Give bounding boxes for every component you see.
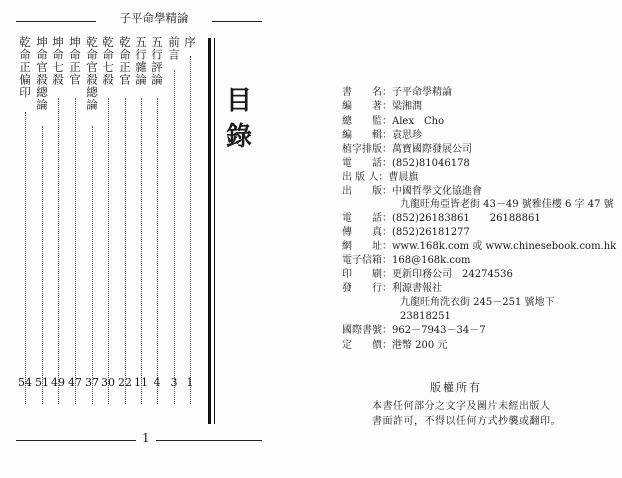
toc-leader-dots <box>75 98 76 404</box>
copyright-continuation: 九龍旺角洗衣街 245－251 號地下 <box>400 297 555 308</box>
toc-entry-title: 序 <box>183 36 197 49</box>
toc-leader-dots <box>108 98 109 404</box>
toc-leader-dots <box>25 112 26 404</box>
toc-page-number: 51 <box>35 376 49 389</box>
toc-entry-title: 前言 <box>167 36 181 61</box>
toc-entry-title: 坤命七殺 <box>51 36 65 86</box>
toc-page-number: 30 <box>101 376 115 389</box>
copyright-value: 梁湘潤 <box>392 101 422 112</box>
toc-entry[interactable] <box>18 36 32 99</box>
toc-divider-thin <box>214 38 215 424</box>
copyright-value: 子平命學精論 <box>392 87 452 98</box>
copyright-row <box>342 101 422 113</box>
copyright-row <box>342 283 442 295</box>
copyright-row <box>342 213 541 225</box>
toc-entry[interactable] <box>51 36 65 86</box>
copyright-value: www.168k.com 或 www.chinesebook.com.hk <box>392 241 617 252</box>
toc-page-number: 1 <box>186 376 194 389</box>
toc-page-number: 49 <box>51 376 65 389</box>
toc-page-number: 47 <box>68 376 82 389</box>
toc-entry-title: 五行評論 <box>150 36 164 86</box>
copyright-label: 印 刷： <box>342 269 392 280</box>
copyright-value: 袁思珍 <box>392 130 422 141</box>
toc-entry[interactable] <box>35 36 49 111</box>
copyright-label: 發 行： <box>342 283 392 294</box>
toc-entry-title: 乾命正偏印 <box>18 36 32 99</box>
copyright-label: 編 輯： <box>342 130 392 141</box>
copyright-value: 利源書報社 <box>392 283 442 294</box>
toc-page-number: 54 <box>18 376 32 389</box>
toc-page-number: 37 <box>85 376 99 389</box>
toc-entry-title: 乾命官殺總論 <box>85 36 99 111</box>
copyright-label: 出 版： <box>342 186 392 197</box>
copyright-value: (852)81046178 <box>392 158 470 169</box>
copyright-row <box>342 241 616 253</box>
copyright-label: 電子信箱： <box>342 255 392 266</box>
copyright-value: 962－7943－34－7 <box>392 325 486 336</box>
copyright-label: 傳 真： <box>342 227 392 238</box>
copyright-continuation: 九龍旺角亞皆老街 43－49 號雅佳樓 6 字 47 號 <box>400 199 614 210</box>
toc-entry[interactable] <box>183 36 197 49</box>
toc-page-number: 4 <box>153 376 161 389</box>
toc-leader-dots <box>125 98 126 404</box>
toc-leader-dots <box>92 126 93 404</box>
copyright-value: Alex Cho <box>392 116 445 127</box>
copyright-row <box>342 158 470 170</box>
toc-leader-dots <box>58 98 59 404</box>
copyright-value: 更新印務公司 24274536 <box>392 269 513 280</box>
toc-leader-dots <box>157 98 158 404</box>
copyright-label: 電 話： <box>342 213 392 224</box>
toc-leader-dots <box>190 56 191 404</box>
copyright-continuation: 23818251 <box>400 311 451 322</box>
toc-entry[interactable] <box>101 36 115 86</box>
rights-line-2: 書面許可，不得以任何方式抄襲或翻印。 <box>372 416 561 427</box>
toc-page-number: 3 <box>170 376 178 389</box>
footer-rule-left <box>16 440 136 441</box>
toc-page-number: 22 <box>118 376 132 389</box>
header-rule-left <box>16 21 96 22</box>
copyright-label: 網 址： <box>342 241 392 252</box>
copyright-value: 港幣 200 元 <box>392 340 448 351</box>
toc-entry[interactable] <box>167 36 181 61</box>
toc-entry[interactable] <box>134 36 148 86</box>
header-rule-right <box>212 21 262 22</box>
toc-entry[interactable] <box>150 36 164 86</box>
copyright-label: 編 著： <box>342 101 392 112</box>
copyright-row <box>342 269 513 281</box>
copyright-value: (852)26183861 26188861 <box>392 213 541 224</box>
copyright-value: 曹晨旗 <box>388 172 419 183</box>
copyright-row <box>342 172 418 184</box>
rights-title: 版權所有 <box>430 381 482 394</box>
rights-line-1: 本書任何部分之文字及圖片未經出版人 <box>372 401 551 412</box>
copyright-label: 出 版 人： <box>342 172 389 183</box>
toc-entry[interactable] <box>118 36 132 86</box>
page-number: 1 <box>142 431 150 445</box>
toc-entry-title: 坤命正官 <box>68 36 82 86</box>
toc-divider-thick <box>208 38 211 424</box>
footer-rule-right <box>156 440 262 441</box>
toc-leader-dots <box>141 98 142 404</box>
toc-leader-dots <box>174 70 175 404</box>
copyright-row <box>342 255 471 267</box>
toc-entry-title: 坤命官殺總論 <box>35 36 49 111</box>
toc-entry-title: 乾命七殺 <box>101 36 115 86</box>
copyright-label: 國際書號： <box>342 325 392 336</box>
copyright-row <box>342 325 486 337</box>
copyright-row <box>342 130 422 142</box>
toc-page-number: 11 <box>134 376 148 389</box>
header-title: 子平命學精論 <box>119 11 189 25</box>
copyright-label: 總 監： <box>342 116 392 127</box>
copyright-row <box>342 87 452 99</box>
copyright-row <box>342 186 482 198</box>
toc-leader-dots <box>42 126 43 404</box>
toc-entry[interactable] <box>85 36 99 111</box>
copyright-label: 電 話： <box>342 158 392 169</box>
copyright-label: 書 名： <box>342 87 392 98</box>
copyright-value: 中國哲學文化協進會 <box>392 186 482 197</box>
toc-entry-title: 五行雜論 <box>134 36 148 86</box>
toc-entry-title: 乾命正官 <box>118 36 132 86</box>
copyright-value: 萬寶國際發展公司 <box>392 144 472 155</box>
copyright-label: 定 價： <box>342 340 392 351</box>
copyright-value: (852)26181277 <box>392 227 470 238</box>
copyright-value: 168@168k.com <box>392 255 471 266</box>
toc-entry[interactable] <box>68 36 82 86</box>
copyright-label: 植字排版： <box>342 144 392 155</box>
toc-heading-char-1: 目 <box>226 86 253 116</box>
copyright-row <box>342 116 444 128</box>
copyright-row <box>342 144 472 156</box>
toc-heading-char-2: 錄 <box>226 122 253 152</box>
copyright-row <box>342 227 470 239</box>
copyright-row <box>342 340 447 352</box>
